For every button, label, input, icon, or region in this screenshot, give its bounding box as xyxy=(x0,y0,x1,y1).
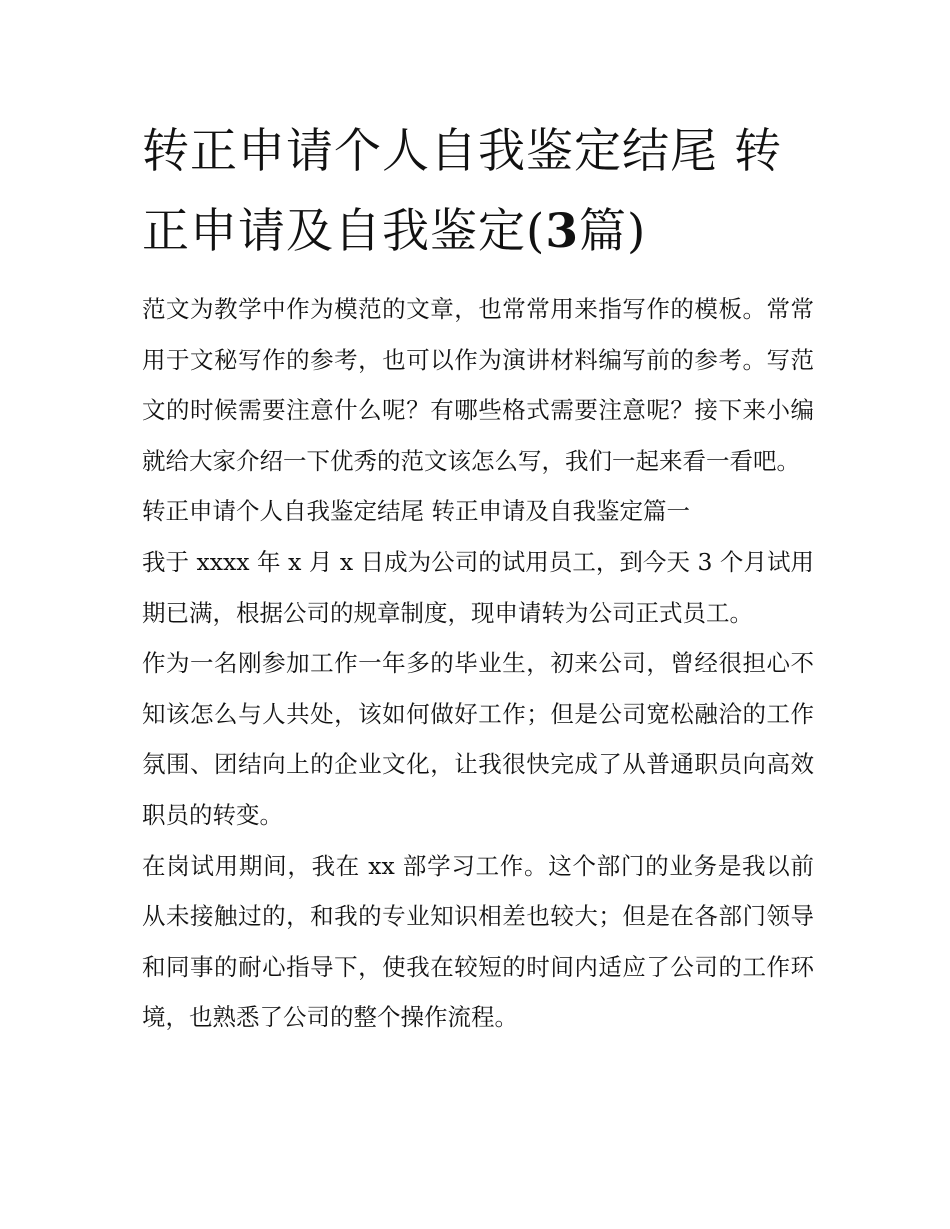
title-text-end: 篇) xyxy=(579,204,647,259)
body-paragraph: 我于 xxxx 年 x 月 x 日成为公司的试用员工，到今天 3 个月试用期已满，根据公司的规章制度，现申请转为公司正式员工。 xyxy=(142,547,814,627)
document-body xyxy=(142,284,814,1043)
title-count: 3 xyxy=(545,204,580,259)
document-page xyxy=(142,112,814,1043)
document-title xyxy=(142,112,814,272)
intro-paragraph: 范文为教学中作为模范的文章，也常常用来指写作的模板。常常用于文秘写作的参考，也可以作为演讲材料编写前的参考。写范文的时候需要注意什么呢？有哪些格式需要注意呢？接下来小编就给大家介绍一下优秀的范文该怎么写，我们一起来看一看吧。 xyxy=(142,295,814,475)
body-paragraph: 作为一名刚参加工作一年多的毕业生，初来公司，曾经很担心不知该怎么与人共处，该如何做好工作；但是公司宽松融洽的工作氛围、团结向上的企业文化，让我很快完成了从普通职员向高效职员的转变。 xyxy=(142,649,814,829)
section-heading: 转正申请个人自我鉴定结尾 转正申请及自我鉴定篇一 xyxy=(142,497,690,526)
title-text-start: 转正申请个人自我鉴定结尾 转正申请及自我鉴定( xyxy=(142,124,782,259)
body-paragraph: 在岗试用期间，我在 xx 部学习工作。这个部门的业务是我以前从未接触过的，和我的专业知识相差也较大；但是在各部门领导和同事的耐心指导下，使我在较短的时间内适应了公司的工作环境，也熟悉了公司的整个操作流程。 xyxy=(142,851,814,1032)
